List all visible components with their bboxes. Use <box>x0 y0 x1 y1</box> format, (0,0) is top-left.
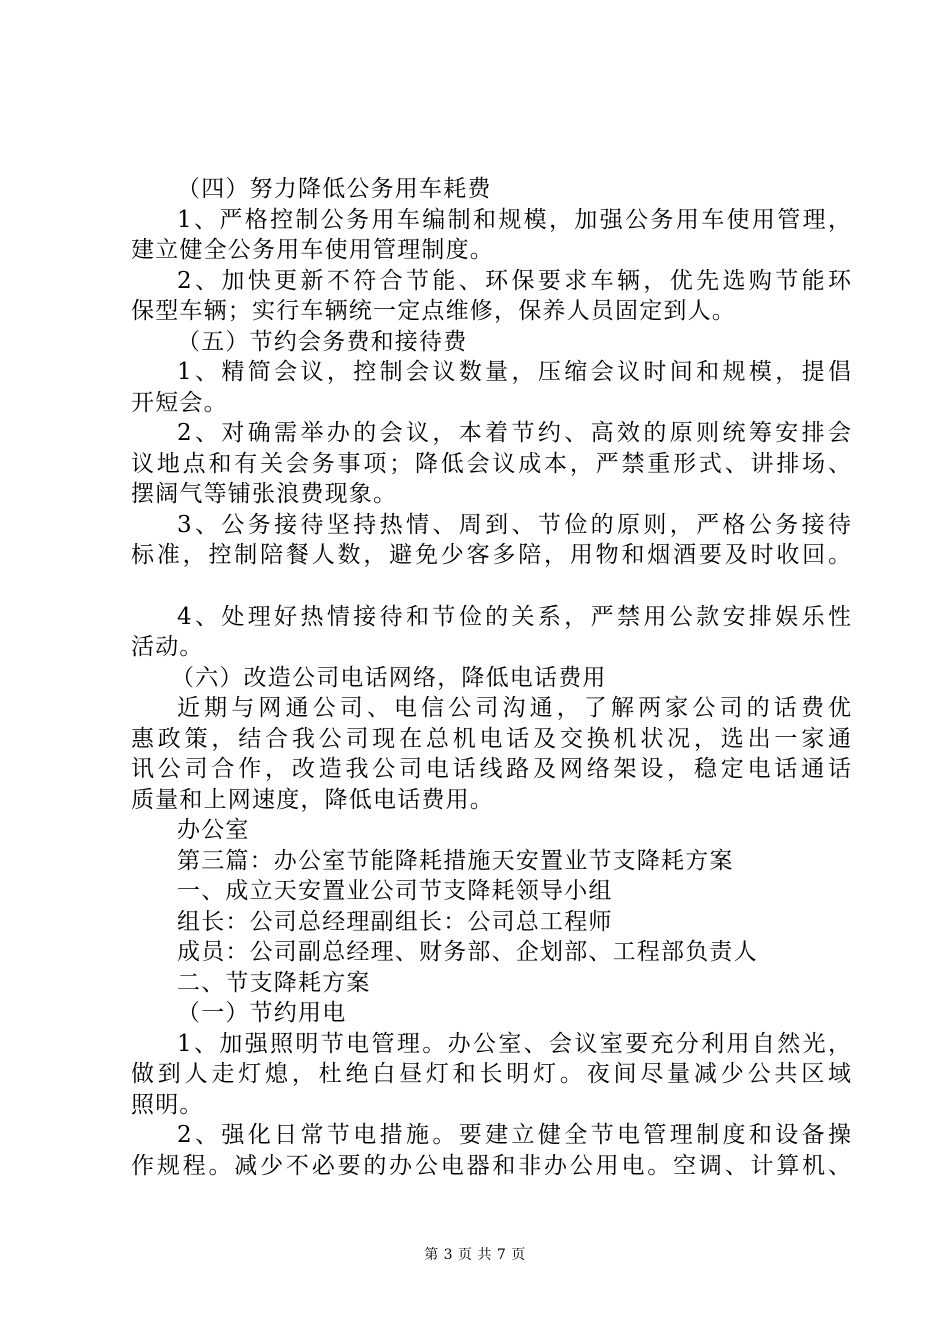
section-heading-4: （四）努力降低公务用车耗费 <box>177 176 492 202</box>
section-heading-6: （六）改造公司电话网络，降低电话费用 <box>171 664 607 691</box>
paragraph-line: 2、对确需举办的会议，本着节约、高效的原则统筹安排会 <box>177 420 851 446</box>
paragraph-line: 做到人走灯熄，杜绝白昼灯和长明灯。夜间尽量减少公共区域 <box>131 1061 851 1087</box>
section-heading: 二、节支降耗方案 <box>177 969 371 996</box>
page-number-footer: 第 3 页 共 7 页 <box>424 1247 526 1263</box>
paragraph-line: 建立健全公务用车使用管理制度。 <box>131 237 494 263</box>
paragraph-line: 4、处理好热情接待和节俭的关系，严禁用公款安排娱乐性 <box>177 603 851 630</box>
signature-line: 办公室 <box>177 817 250 843</box>
paragraph-line: 组长：公司总经理副组长：公司总工程师 <box>177 908 613 935</box>
paragraph-line: 摆阔气等铺张浪费现象。 <box>131 481 398 507</box>
paragraph-line: 1、精简会议，控制会议数量，压缩会议时间和规模，提倡 <box>177 359 851 385</box>
chapter-heading: 第三篇：办公室节能降耗措施天安置业节支降耗方案 <box>177 847 734 874</box>
paragraph-line: 标准，控制陪餐人数，避免少客多陪，用物和烟酒要及时收回。 <box>131 542 851 568</box>
section-heading-5: （五）节约会务费和接待费 <box>177 328 468 355</box>
paragraph-line: 保型车辆；实行车辆统一定点维修，保养人员固定到人。 <box>131 298 736 324</box>
paragraph-line: 讯公司合作，改造我公司电话线路及网络架设，稳定电话通话 <box>131 756 851 782</box>
document-body <box>131 174 851 1181</box>
paragraph-line: 1、加强照明节电管理。办公室、会议室要充分利用自然光， <box>177 1030 851 1057</box>
paragraph-line: 作规程。减少不必要的办公电器和非办公用电。空调、计算机、 <box>131 1152 851 1179</box>
paragraph-line: 成员：公司副总经理、财务部、企划部、工程部负责人 <box>177 939 758 965</box>
paragraph-line: 议地点和有关会务事项；降低会议成本，严禁重形式、讲排场、 <box>131 450 851 477</box>
subsection-heading: （一）节约用电 <box>177 1000 347 1026</box>
paragraph-line: 质量和上网速度，降低电话费用。 <box>131 786 494 813</box>
paragraph-line: 1、严格控制公务用车编制和规模，加强公务用车使用管理， <box>177 206 851 233</box>
paragraph-line: 3、公务接待坚持热情、周到、节俭的原则，严格公务接待 <box>177 511 851 538</box>
paragraph-line: 近期与网通公司、电信公司沟通，了解两家公司的话费优 <box>177 695 851 721</box>
paragraph-line: 照明。 <box>131 1091 204 1118</box>
paragraph-line: 2、加快更新不符合节能、环保要求车辆，优先选购节能环 <box>177 267 851 294</box>
blank-line <box>131 571 851 602</box>
section-heading: 一、成立天安置业公司节支降耗领导小组 <box>177 878 613 904</box>
paragraph-line: 惠政策，结合我公司现在总机电话及交换机状况，选出一家通 <box>131 725 851 752</box>
paragraph-line: 2、强化日常节电措施。要建立健全节电管理制度和设备操 <box>177 1122 851 1148</box>
paragraph-line: 开短会。 <box>131 389 228 416</box>
paragraph-line: 活动。 <box>131 634 204 660</box>
